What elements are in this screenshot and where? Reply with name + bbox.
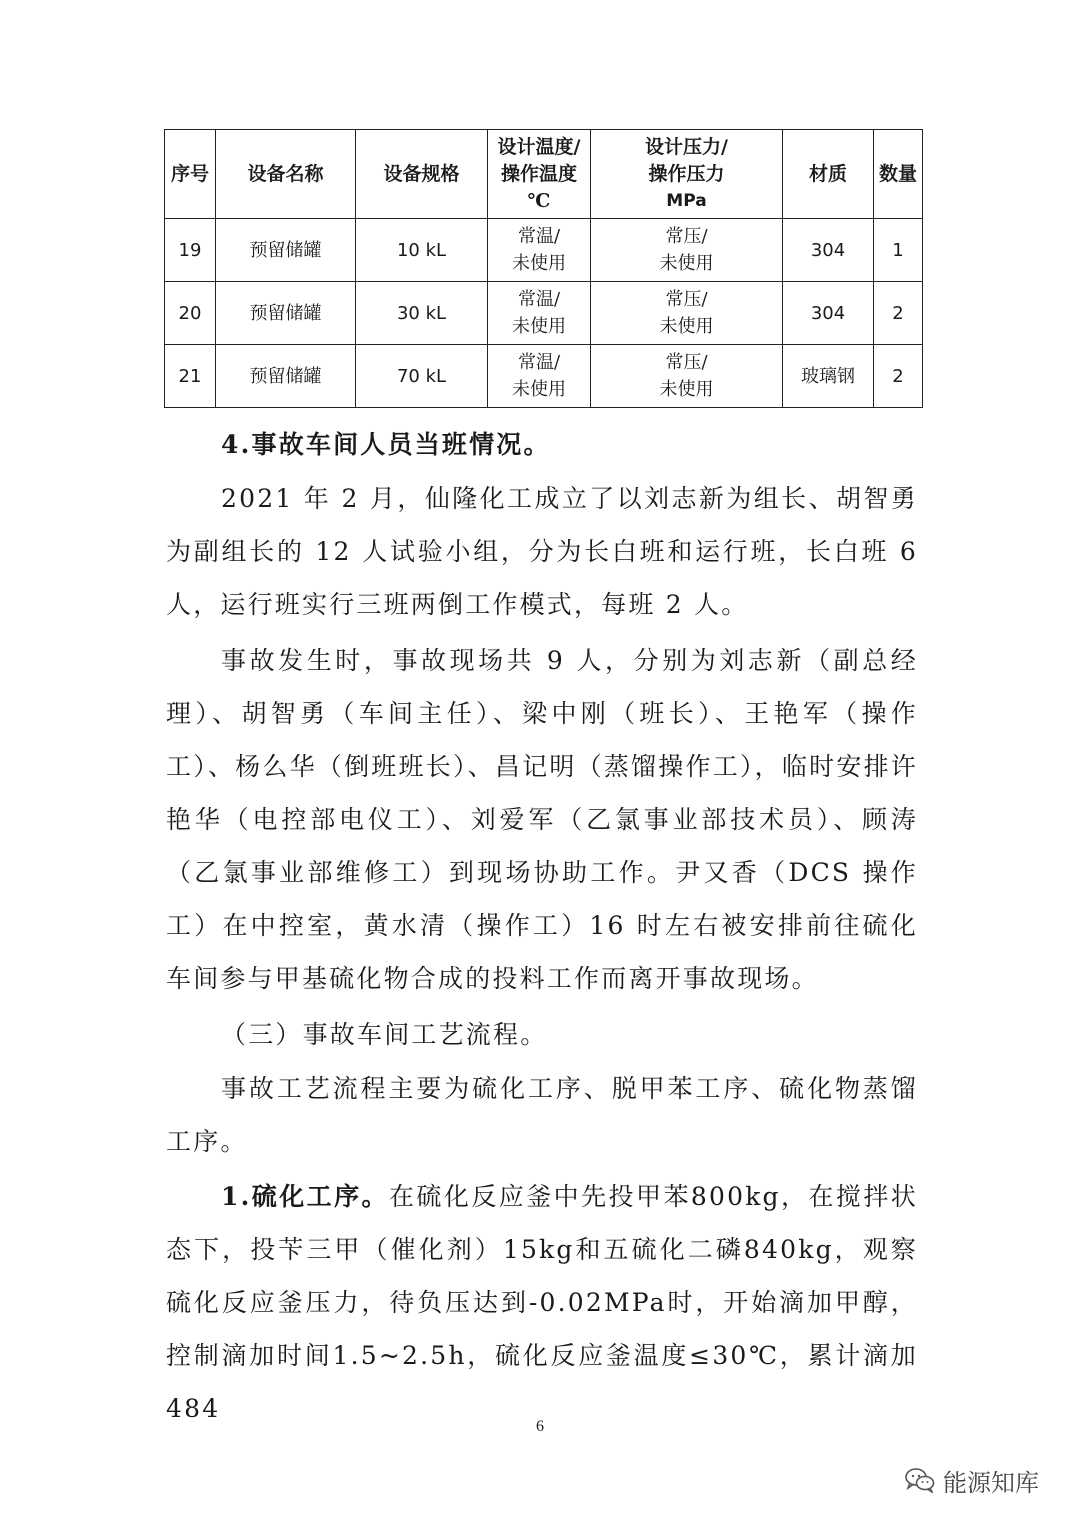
cell-qty: 2 <box>874 282 923 345</box>
cell-temperature: 常温/ 未使用 <box>488 219 591 282</box>
cell-material: 304 <box>783 282 874 345</box>
table-header-row <box>165 130 923 219</box>
header-temperature: 设计温度/ 操作温度 ℃ <box>488 130 591 219</box>
cell-qty: 2 <box>874 345 923 408</box>
paragraph-sulfurization <box>166 1170 918 1435</box>
paragraph-personnel: 事故发生时，事故现场共 9 人，分别为刘志新（副总经理）、胡智勇（车间主任）、梁中刚（班长）、王艳军（操作工）、杨么华（倒班班长）、昌记明（蒸馏操作工），临时安排许艳华（电控部电仪工）、刘爱军（乙氯事业部技术员）、顾涛（乙氯事业部维修工）到现场协助工作。尹又香（DCS 操作工）在中控室，黄水清（操作工）16 时左右被安排前往硫化车间参与甲基硫化物合成的投料工作而离开事故现场。 <box>166 646 918 993</box>
cell-qty: 1 <box>874 219 923 282</box>
cell-pressure: 常压/ 未使用 <box>591 345 783 408</box>
cell-material: 玻璃钢 <box>783 345 874 408</box>
header-pressure: 设计压力/ 操作压力 MPa <box>591 130 783 219</box>
cell-name: 预留储罐 <box>216 345 356 408</box>
sulfurization-text: 在硫化反应釜中先投甲苯800kg，在搅拌状态下，投苄三甲（催化剂）15kg和五硫化二磷840kg，观察硫化反应釜压力，待负压达到-0.02MPa时，开始滴加甲醇，控制滴加时间1.5~2.5h，硫化反应釜温度≤30℃，累计滴加484 <box>166 1182 918 1423</box>
page-number: 6 <box>536 1418 544 1435</box>
wechat-icon <box>905 1467 935 1493</box>
sulfurization-heading: 1.硫化工序。 <box>221 1182 389 1211</box>
source-watermark <box>905 1460 1039 1500</box>
heading-staff-on-duty: 4.事故车间人员当班情况。 <box>221 430 551 459</box>
cell-spec: 10 kL <box>356 219 488 282</box>
table-row <box>165 219 923 282</box>
paragraph-process-overview: 事故工艺流程主要为硫化工序、脱甲苯工序、硫化物蒸馏工序。 <box>166 1074 918 1156</box>
cell-no: 21 <box>165 345 216 408</box>
header-name: 设备名称 <box>216 130 356 219</box>
header-spec: 设备规格 <box>356 130 488 219</box>
cell-pressure: 常压/ 未使用 <box>591 219 783 282</box>
cell-temperature: 常温/ 未使用 <box>488 345 591 408</box>
cell-material: 304 <box>783 219 874 282</box>
table-row <box>165 345 923 408</box>
header-no: 序号 <box>165 130 216 219</box>
equipment-table <box>164 129 923 408</box>
paragraph-team: 2021 年 2 月，仙隆化工成立了以刘志新为组长、胡智勇为副组长的 12 人试验小组，分为长白班和运行班，长白班 6 人，运行班实行三班两倒工作模式，每班 2 人。 <box>166 484 918 619</box>
cell-spec: 30 kL <box>356 282 488 345</box>
cell-name: 预留储罐 <box>216 282 356 345</box>
cell-pressure: 常压/ 未使用 <box>591 282 783 345</box>
cell-temperature: 常温/ 未使用 <box>488 282 591 345</box>
cell-name: 预留储罐 <box>216 219 356 282</box>
section-heading-process: （三）事故车间工艺流程。 <box>221 1020 548 1049</box>
table-row <box>165 282 923 345</box>
cell-no: 20 <box>165 282 216 345</box>
watermark-text: 能源知库 <box>943 1468 1039 1497</box>
cell-spec: 70 kL <box>356 345 488 408</box>
header-qty: 数量 <box>874 130 923 219</box>
header-material: 材质 <box>783 130 874 219</box>
cell-no: 19 <box>165 219 216 282</box>
